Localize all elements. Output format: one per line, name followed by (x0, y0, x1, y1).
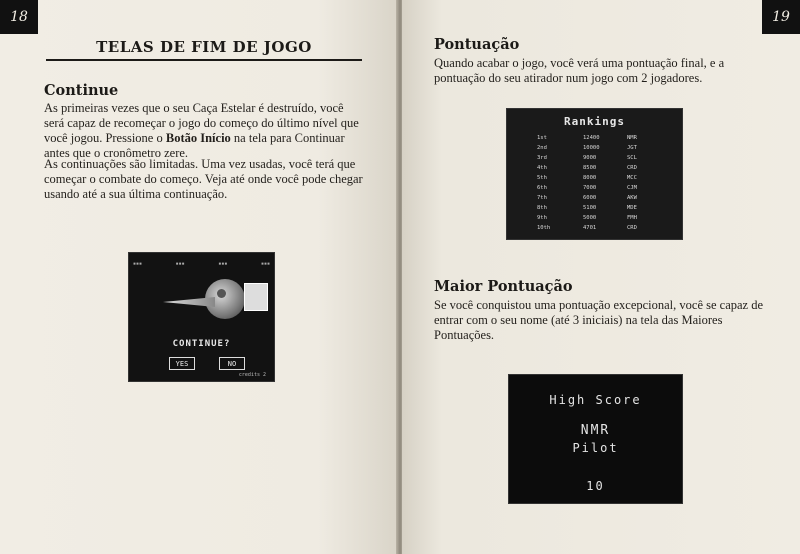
rank-initials: MDE (627, 205, 637, 211)
rank-position: 2nd (537, 145, 547, 151)
credits-counter: credits 2 (238, 372, 266, 378)
rank-score: 8000 (583, 175, 597, 181)
rank-score: 9000 (583, 155, 597, 161)
pilot-portrait (244, 283, 268, 311)
high-score-heading: Maior Pontuação (434, 278, 573, 295)
continue-heading: Continue (44, 82, 119, 99)
rank-position: 7th (537, 195, 547, 201)
rankings-title: Rankings (564, 115, 625, 128)
rank-score: 5000 (583, 215, 597, 221)
rankings-row (521, 155, 671, 165)
rank-position: 6th (537, 185, 547, 191)
rank-score: 4701 (583, 225, 597, 231)
rank-initials: CRD (627, 225, 637, 231)
rank-position: 1st (537, 135, 547, 141)
rankings-row (521, 165, 671, 175)
score-heading: Pontuação (434, 36, 520, 53)
rank-position: 3rd (537, 155, 547, 161)
no-option: NO (219, 357, 245, 370)
rank-position: 9th (537, 215, 547, 221)
star-destroyer-icon (163, 297, 215, 307)
rankings-row (521, 145, 671, 155)
yes-option: YES (169, 357, 195, 370)
hud-bar (133, 261, 270, 275)
page-number-left: 18 (0, 0, 38, 34)
rank-initials: JGT (627, 145, 637, 151)
hud-item: ▪▪▪ (218, 261, 228, 267)
high-score-screenshot (508, 374, 683, 504)
continue-screenshot (128, 252, 275, 382)
rank-score: 5100 (583, 205, 597, 211)
start-button-term: Botão Início (165, 131, 231, 145)
page-number-right: 19 (762, 0, 800, 34)
score-paragraph: Quando acabar o jogo, você verá uma pontuação final, e a pontuação do seu atirador num jogo com 2 jogadores. (434, 56, 725, 85)
rankings-row (521, 225, 671, 235)
rank-position: 4th (537, 165, 547, 171)
rank-position: 8th (537, 205, 547, 211)
rank-score: 7000 (583, 185, 597, 191)
rank-score: 6000 (583, 195, 597, 201)
rankings-row (521, 195, 671, 205)
rank-score: 8500 (583, 165, 597, 171)
continue-paragraph-1 (44, 101, 366, 161)
left-page (0, 0, 398, 554)
continue-paragraph-2: As continuações são limitadas. Uma vez usadas, você terá que começar o combate do começo. Veja até onde você pode chegar usando até a sua última continuação. (44, 157, 363, 201)
rank-initials: CRD (627, 165, 637, 171)
high-score-rank-label: Pilot (572, 441, 619, 455)
rank-position: 5th (537, 175, 547, 181)
rankings-row (521, 175, 671, 185)
rank-score: 10000 (583, 145, 600, 151)
continue-paragraph-1-a: As primeiras vezes que o seu Caça Estelar é destruído, você será capaz de recomeçar o jogo do começo do último nível que você jogou. Pressione o (44, 101, 359, 145)
rank-initials: SCL (627, 155, 637, 161)
rank-initials: CJM (627, 185, 637, 191)
rankings-row (521, 185, 671, 195)
rank-initials: NMR (627, 135, 637, 141)
high-score-number: 10 (586, 479, 605, 493)
high-score-initials: NMR (580, 423, 611, 438)
rank-initials: AKW (627, 195, 637, 201)
continue-prompt: CONTINUE? (172, 339, 231, 349)
rank-score: 12400 (583, 135, 600, 141)
chapter-title: TELAS DE FIM DE JOGO (46, 38, 362, 61)
high-score-paragraph: Se você conquistou uma pontuação excepcional, você se capaz de entrar com o seu nome (até 3 iniciais) na tela das Maiores Pontuações. (434, 298, 764, 342)
rankings-row (521, 205, 671, 215)
rank-initials: FMH (627, 215, 637, 221)
rank-position: 10th (537, 225, 551, 231)
rankings-screenshot (506, 108, 683, 240)
superlaser-dish-icon (217, 289, 226, 298)
rank-initials: MCC (627, 175, 637, 181)
hud-item: ▪▪▪ (133, 261, 143, 267)
hud-item: ▪▪▪ (175, 261, 185, 267)
continue-paragraph-1-b: na tela para Continuar antes que o cronômetro zere. (44, 131, 345, 160)
rankings-row (521, 135, 671, 145)
hud-item: ▪▪▪ (260, 261, 270, 267)
rankings-row (521, 215, 671, 225)
high-score-title: High Score (549, 393, 642, 407)
